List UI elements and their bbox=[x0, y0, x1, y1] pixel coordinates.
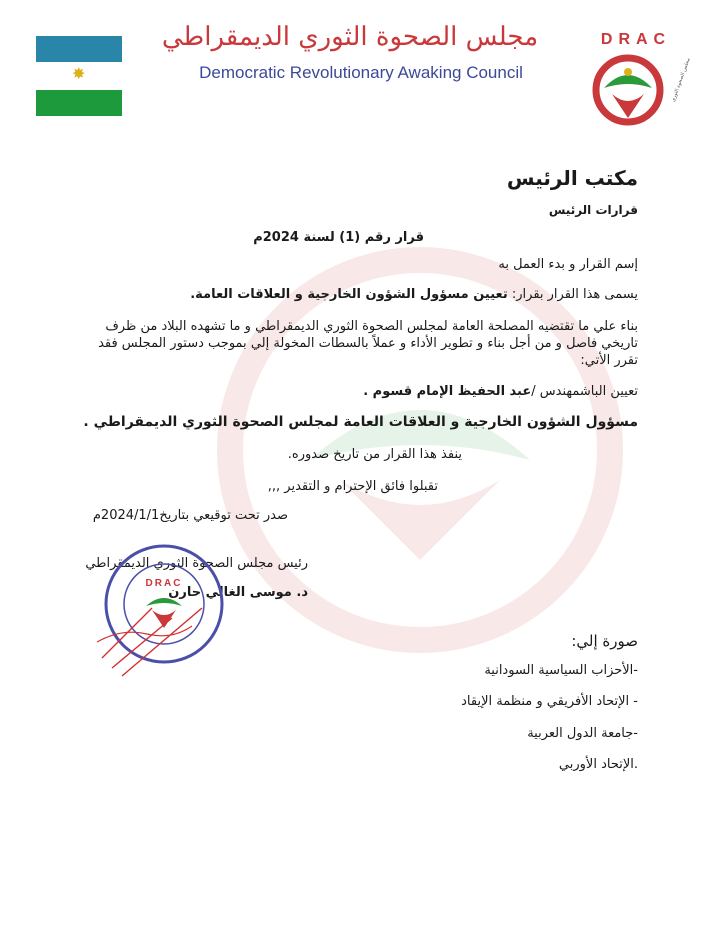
copy-recipient: - الإتحاد الأفريقي و منظمة الإيقاد bbox=[461, 694, 638, 709]
preamble: بناء علي ما تقتضيه المصلحة العامة لمجلس الصحوة الثوري الديمقراطي و ما تشهده البلاد من ظرف تاريخي فاصل و من أجل بناء و تطوير الأداء و عملاً بالسطات المخولة إلي بموجب دستور المجلس فقد تقرر الأتي: bbox=[98, 319, 638, 368]
copy-recipient: -جامعة الدول العربية bbox=[527, 726, 638, 741]
appointment-line bbox=[363, 384, 638, 399]
section-title: قرارات الرئيس bbox=[548, 203, 638, 217]
effective-line: ينفذ هذا القرار من تاريخ صدوره. bbox=[287, 447, 462, 462]
signer-name: د. موسى الغالي حارن bbox=[168, 585, 308, 600]
official-stamp bbox=[92, 538, 234, 686]
named-prefix: يسمى هذا القرار بقرار: bbox=[507, 287, 638, 302]
svg-text:مجلس الصحوة الثوري: مجلس الصحوة الثوري bbox=[670, 57, 692, 103]
flag-bottom-band bbox=[36, 90, 122, 116]
header-title-english: Democratic Revolutionary Awaking Council bbox=[199, 63, 523, 82]
office-title: مكتب الرئيس bbox=[506, 166, 638, 190]
copies-label: صورة إلي: bbox=[571, 632, 638, 650]
decree-named-line bbox=[190, 287, 638, 302]
flag-star-icon: ✸ bbox=[72, 64, 86, 83]
copy-recipient: .الإتحاد الأوربي bbox=[558, 757, 638, 772]
appoint-prefix: تعيين الباشمهندس / bbox=[531, 384, 638, 399]
regards-line: تقبلوا فائق الإحترام و التقدير ,,, bbox=[267, 479, 438, 494]
issued-line: صدر تحت توقيعي بتاريخ2024/1/1م bbox=[92, 508, 288, 523]
svg-text:DRAC: DRAC bbox=[145, 578, 183, 589]
signer-title: رئيس مجلس الصحوة الثوري الديمقراطي bbox=[85, 556, 308, 571]
decree-number: قرار رقم (1) لسنة 2024م bbox=[253, 230, 424, 245]
decree-name-line: إسم القرار و بدء العمل به bbox=[498, 257, 638, 272]
copy-recipient: -الأحزاب السياسية السودانية bbox=[484, 663, 638, 678]
position-line: مسؤول الشؤون الخارجية و العلاقات العامة لمجلس الصحوة الثوري الديمقراطي . bbox=[83, 414, 638, 430]
svg-text:DRAC: DRAC bbox=[600, 31, 672, 48]
flag-top-band bbox=[36, 36, 122, 62]
flag bbox=[36, 36, 122, 116]
appointee-name: عبد الحفيظ الإمام قسوم . bbox=[363, 384, 532, 399]
named-bold: تعيين مسؤول الشؤون الخارجية و العلاقات العامة. bbox=[190, 287, 508, 302]
header-title-arabic: مجلس الصحوة الثوري الديمقراطي bbox=[161, 22, 539, 52]
council-logo bbox=[576, 22, 696, 132]
